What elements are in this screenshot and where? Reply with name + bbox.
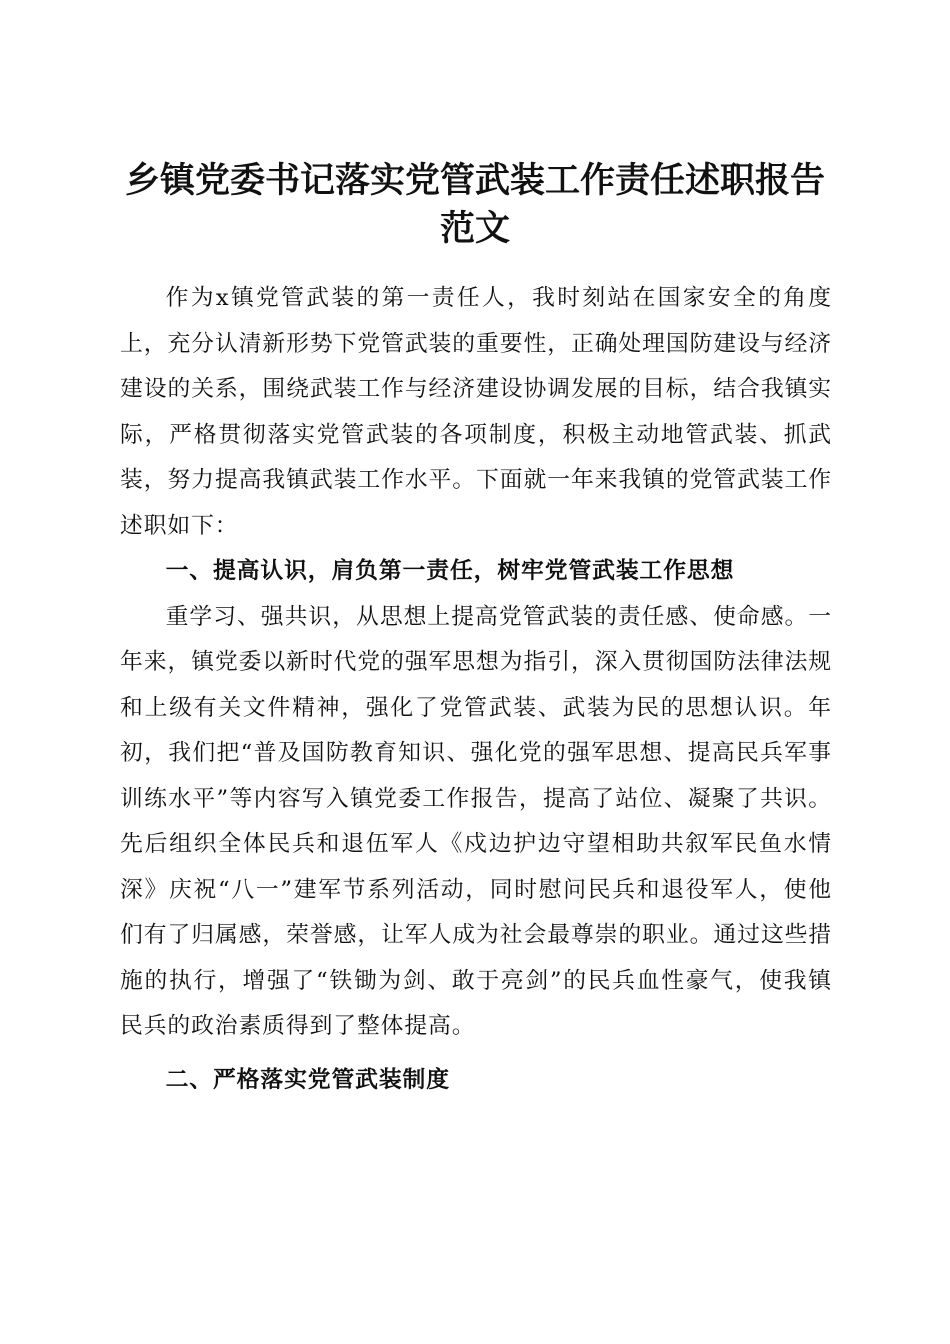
- section-2-heading: 二、严格落实党管武装制度: [165, 1066, 450, 1093]
- section-1-heading: 一、提高认识，肩负第一责任，树牢党管武装工作思想: [165, 558, 735, 584]
- title-line-1: 乡镇党委书记落实党管武装工作责任述职报告: [124, 160, 825, 202]
- intro-paragraph: 作为x镇党管武装的第一责任人，我时刻站在国家安全的角度上，充分认清新形势下党管武装的重要性，正确处理国防建设与经济建设的关系，围绕武装工作与经济建设协调发展的目标，结合我镇实际，严格贯彻落实党管武装的各项制度，积极主动地管武装、抓武装，努力提高我镇武装工作水平。下面就一年来我镇的党管武装工作述职如下：: [120, 285, 832, 539]
- title-line-2: 范文: [439, 208, 510, 250]
- document-title: [100, 157, 850, 253]
- section-1-paragraph: 重学习、强共识，从思想上提高党管武装的责任感、使命感。一年来，镇党委以新时代党的强军思想为指引，深入贯彻国防法律法规和上级有关文件精神，强化了党管武装、武装为民的思想认识。年初，我们把“普及国防教育知识、强化党的强军思想、提高民兵军事训练水平”等内容写入镇党委工作报告，提高了站位、凝聚了共识。先后组织全体民兵和退伍军人《戍边护边守望相助共叙军民鱼水情深》庆祝“八一”建军节系列活动，同时慰问民兵和退役军人，使他们有了归属感，荣誉感，让军人成为社会最尊崇的职业。通过这些措施的执行，增强了“铁锄为剑、敢于亮剑”的民兵血性豪气，使我镇民兵的政治素质得到了整体提高。: [120, 603, 832, 1039]
- document-body: [120, 276, 832, 1103]
